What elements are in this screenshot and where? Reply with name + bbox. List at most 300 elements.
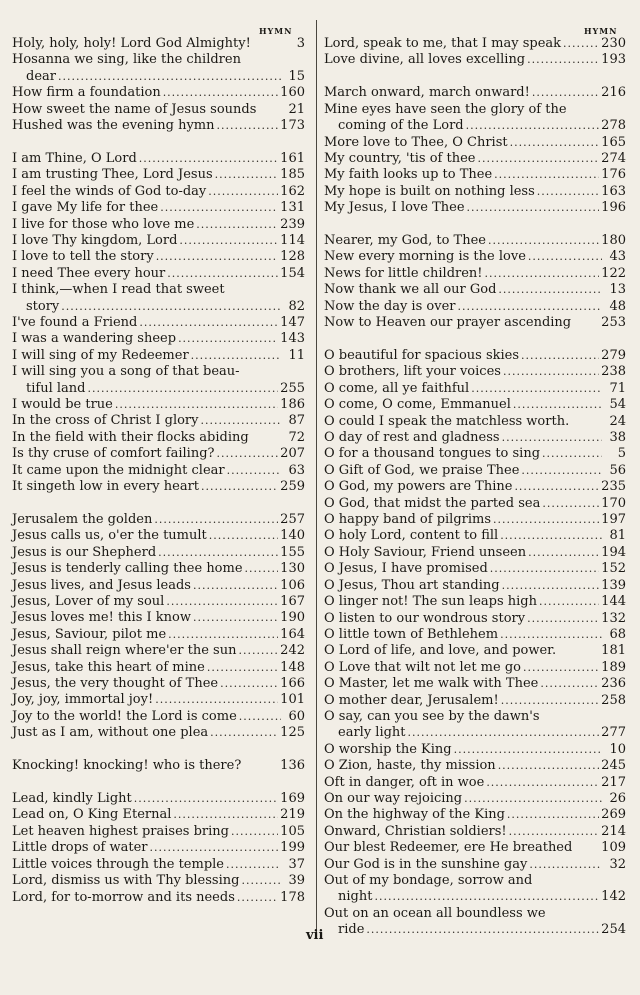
entry-title: Knocking! knocking! who is there? (12, 758, 242, 774)
hymn-number: 199 (280, 840, 305, 856)
hymn-number: 166 (280, 676, 305, 692)
index-entry (12, 184, 305, 200)
entry-title: On the highway of the King (324, 807, 505, 823)
hymn-number: 255 (280, 380, 305, 396)
dot-leader (542, 446, 602, 462)
hymn-number: 24 (609, 413, 626, 429)
hymn-number: 186 (280, 397, 305, 413)
dot-leader (521, 463, 602, 479)
index-entry (324, 364, 626, 380)
entry-title: Jesus, take this heart of mine (12, 659, 205, 675)
dot-leader (156, 249, 278, 265)
index-entry (12, 660, 305, 676)
entry-title: Hushed was the evening hymn (12, 118, 215, 134)
hymn-number: 239 (280, 216, 305, 232)
entry-title: I love to tell the story (12, 249, 154, 265)
entry-title: Jesus is our Shepherd (12, 544, 157, 560)
entry-title: I was a wandering sheep (12, 331, 177, 347)
entry-title: How sweet the name of Jesus sounds (12, 101, 257, 117)
index-entry (324, 840, 626, 856)
entry-title: Our blest Redeemer, ere He breathed (324, 840, 573, 856)
entry-title: Lead on, O King Eternal (12, 807, 172, 823)
index-entry (12, 397, 305, 413)
dot-leader (374, 889, 599, 905)
entry-title: My Jesus, I love Thee (324, 200, 465, 216)
entry-title: O listen to our wondrous story (324, 610, 526, 626)
dot-leader (500, 528, 602, 544)
dot-leader (115, 397, 278, 413)
hymn-number: 71 (609, 380, 626, 396)
index-entry (324, 496, 626, 512)
dot-leader (537, 184, 599, 200)
index-entry (12, 890, 305, 906)
page-number: vii (306, 928, 324, 943)
entry-title: O day of rest and gladness (324, 430, 500, 446)
dot-leader (539, 594, 599, 610)
entry-title: O worship the King (324, 741, 452, 757)
dot-leader (457, 299, 602, 315)
dot-leader (217, 446, 279, 462)
dot-leader (527, 52, 599, 68)
hymn-number: 194 (601, 544, 626, 560)
hymn-number: 230 (601, 36, 626, 51)
entry-title: Lead, kindly Light (12, 791, 132, 807)
index-entry (12, 315, 305, 331)
hymn-number: 238 (601, 364, 626, 380)
index-entry (12, 282, 305, 315)
dot-leader (501, 693, 599, 709)
index-entry (324, 151, 626, 167)
entry-title: Nearer, my God, to Thee (324, 233, 486, 249)
index-entry (324, 512, 626, 528)
dot-leader (139, 315, 278, 331)
index-entry (324, 660, 626, 676)
dot-leader (167, 266, 278, 282)
index-entry (12, 413, 305, 429)
hymn-number: 56 (609, 462, 626, 478)
index-column-right (324, 28, 626, 939)
dot-leader (509, 824, 600, 840)
dot-leader (158, 545, 278, 561)
hymn-number: 193 (601, 52, 626, 68)
index-entry (324, 479, 626, 495)
entry-title: I gave My life for thee (12, 200, 159, 216)
hymn-number: 68 (609, 626, 626, 642)
index-entry (12, 709, 305, 725)
dot-leader (493, 512, 599, 528)
index-entry (324, 85, 626, 101)
index-entry (324, 758, 626, 774)
hymn-number: 48 (609, 298, 626, 314)
entry-title: Jesus is tenderly calling thee home (12, 561, 243, 577)
dot-leader (528, 249, 602, 265)
hymn-number: 176 (601, 167, 626, 183)
entry-title: Holy, holy, holy! Lord God Almighty! (12, 36, 251, 51)
index-entry (324, 857, 626, 873)
hymn-number: 43 (609, 249, 626, 265)
entry-title: Jerusalem the golden (12, 511, 153, 527)
dot-leader (191, 348, 281, 364)
entry-title: My faith looks up to Thee (324, 167, 493, 183)
entry-title: Our God is in the sunshine gay (324, 856, 528, 872)
index-entry (12, 512, 305, 528)
entry-title: Oft in danger, oft in woe (324, 774, 485, 790)
entry-title: I will sing of my Redeemer (12, 347, 189, 363)
entry-title: How firm a foundation (12, 85, 161, 101)
entry-title: O linger not! The sun leaps high (324, 594, 537, 610)
hymn-number: 54 (609, 397, 626, 413)
hymn-number: 163 (601, 183, 626, 199)
index-entry (12, 331, 305, 347)
index-entry (324, 742, 626, 758)
dot-leader (61, 299, 281, 315)
index-entry (324, 233, 626, 249)
dot-leader (178, 331, 278, 347)
entry-title-continued: story (26, 298, 60, 314)
entry-title: Jesus, the very thought of Thee (12, 676, 219, 692)
index-entry (324, 906, 626, 939)
hymn-number: 136 (280, 758, 305, 774)
hymn-number: 38 (609, 430, 626, 446)
hymn-number: 140 (280, 528, 305, 544)
hymn-number: 189 (601, 659, 626, 675)
index-entry (324, 824, 626, 840)
index-entry (324, 791, 626, 807)
index-entry (12, 446, 305, 462)
index-entry (324, 299, 626, 315)
dot-leader (466, 118, 600, 134)
hymn-number: 277 (601, 725, 626, 741)
hymn-number: 278 (601, 118, 626, 134)
entry-title: Jesus, Lover of my soul (12, 594, 165, 609)
hymn-number: 147 (280, 315, 305, 330)
entry-title: Out of my bondage, sorrow and (324, 873, 533, 888)
index-entry (12, 807, 305, 823)
hymn-number: 164 (280, 626, 305, 642)
dot-leader (193, 578, 278, 594)
section-gap (324, 332, 626, 349)
dot-leader (542, 496, 599, 512)
entry-title-continued: tiful land (26, 380, 86, 396)
entry-title: In the cross of Christ I glory (12, 413, 199, 429)
dot-leader (498, 282, 602, 298)
entry-title: Out on an ocean all boundless we (324, 905, 546, 921)
index-entry (324, 36, 626, 52)
entry-title: Is thy cruse of comfort failing? (12, 446, 215, 462)
hymn-number: 219 (280, 807, 305, 823)
entry-title: O brothers, lift your voices (324, 364, 501, 380)
hymn-number: 21 (288, 101, 305, 117)
entry-title: Jesus shall reign where'er the sun (12, 643, 237, 659)
dot-leader (179, 233, 278, 249)
hymn-number: 106 (280, 577, 305, 593)
hymn-number: 160 (280, 85, 305, 101)
index-entry (324, 200, 626, 216)
entry-title: It came upon the midnight clear (12, 462, 225, 478)
index-entry (324, 578, 626, 594)
left-entry-list (12, 36, 305, 906)
dot-leader (208, 184, 278, 200)
section-gap (324, 69, 626, 86)
index-entry (12, 791, 305, 807)
hymn-number: 130 (280, 561, 305, 577)
entry-title: On our way rejoicing (324, 790, 463, 806)
hymn-number: 253 (601, 315, 626, 331)
dot-leader (521, 348, 599, 364)
dot-leader (217, 118, 279, 134)
hymn-number: 236 (601, 676, 626, 692)
entry-title: Jesus lives, and Jesus leads (12, 577, 191, 593)
hymn-number: 63 (288, 462, 305, 478)
index-entry (12, 348, 305, 364)
right-entry-list (324, 36, 626, 939)
dot-leader (241, 873, 281, 889)
index-entry (12, 217, 305, 233)
column-divider (316, 20, 317, 932)
entry-title: O Jesus, I have promised (324, 561, 488, 577)
entry-title: Joy to the world! the Lord is come (12, 708, 237, 724)
hymn-number: 87 (288, 413, 305, 429)
hymn-number: 274 (601, 150, 626, 166)
entry-title: O Master, let me walk with Thee (324, 676, 539, 692)
dot-leader (200, 413, 281, 429)
index-entry (12, 528, 305, 544)
dot-leader (485, 266, 600, 282)
dot-leader (454, 742, 602, 758)
dot-leader (498, 758, 599, 774)
hymn-number: 139 (601, 577, 626, 593)
entry-title: O Holy Saviour, Friend unseen (324, 544, 527, 560)
hymn-number: 154 (280, 265, 305, 281)
entry-title: I love Thy kingdom, Lord (12, 232, 178, 248)
hymn-number: 109 (601, 840, 626, 856)
hymn-number: 15 (288, 68, 305, 84)
entry-title: Jesus, Saviour, pilot me (12, 626, 167, 642)
dot-leader (523, 660, 599, 676)
hymn-number: 169 (280, 791, 305, 807)
hymn-number: 279 (601, 348, 626, 363)
index-entry (324, 381, 626, 397)
index-entry (324, 249, 626, 265)
index-entry (324, 873, 626, 906)
entry-title: O God, my powers are Thine (324, 479, 513, 495)
entry-title: O beautiful for spacious skies (324, 348, 520, 363)
index-entry (12, 840, 305, 856)
dot-leader (163, 85, 278, 101)
entry-title-continued: ride (338, 922, 365, 938)
hymn-column-header-right: HYMN (584, 26, 618, 36)
hymn-number: 11 (288, 347, 305, 363)
entry-title: Let heaven highest praises bring (12, 823, 229, 839)
index-entry (324, 282, 626, 298)
hymn-number: 245 (601, 758, 626, 774)
dot-leader (139, 151, 278, 167)
dot-leader (150, 840, 279, 856)
dot-leader (471, 381, 602, 397)
index-entry (12, 824, 305, 840)
index-entry (12, 102, 305, 118)
index-entry (324, 315, 626, 331)
entry-title: O Love that wilt not let me go (324, 659, 521, 675)
entry-title: Lord, dismiss us with Thy blessing (12, 873, 240, 889)
index-entry (12, 430, 305, 446)
hymn-number: 155 (280, 544, 305, 560)
index-entry (12, 266, 305, 282)
hymn-number: 257 (280, 511, 305, 527)
index-entry (324, 446, 626, 462)
hymn-number: 180 (601, 233, 626, 249)
hymn-number: 81 (609, 528, 626, 544)
entry-title: O come, O come, Emmanuel (324, 397, 511, 413)
index-entry (12, 610, 305, 626)
index-entry (324, 561, 626, 577)
index-entry (12, 118, 305, 134)
section-gap (324, 217, 626, 234)
dot-leader (529, 857, 602, 873)
entry-title: I've found a Friend (12, 315, 138, 330)
entry-title: Joy, joy, immortal joy! (12, 692, 154, 708)
index-entry (12, 561, 305, 577)
dot-leader (245, 561, 279, 577)
entry-title: I think,—when I read that sweet (12, 282, 225, 298)
entry-title: Now thank we all our God (324, 282, 497, 298)
index-entry (324, 184, 626, 200)
dot-leader (366, 922, 599, 938)
entry-title: I will sing you a song of that beau- (12, 364, 240, 380)
hymn-number: 258 (601, 692, 626, 708)
entry-title: O for a thousand tongues to sing (324, 446, 541, 462)
entry-title: Lord, speak to me, that I may speak (324, 36, 562, 51)
hymn-number: 60 (288, 708, 305, 724)
entry-title: My country, 'tis of thee (324, 150, 476, 166)
dot-leader (510, 135, 600, 151)
hymn-number: 3 (296, 36, 305, 51)
hymn-number: 72 (288, 429, 305, 445)
dot-leader (490, 561, 599, 577)
dot-leader (155, 692, 278, 708)
entry-title: O mother dear, Jerusalem! (324, 692, 499, 708)
entry-title: O could I speak the matchless worth. (324, 413, 570, 429)
dot-leader (196, 217, 278, 233)
hymn-number: 178 (280, 889, 305, 905)
index-entry (324, 627, 626, 643)
entry-title: O little town of Bethlehem (324, 626, 499, 642)
hymn-number: 190 (280, 610, 305, 626)
index-entry (12, 578, 305, 594)
index-entry (12, 479, 305, 495)
hymn-number: 26 (609, 790, 626, 806)
index-entry (12, 200, 305, 216)
index-entry (12, 873, 305, 889)
index-entry (12, 85, 305, 101)
index-entry (324, 643, 626, 659)
index-entry (12, 36, 305, 52)
entry-title-continued: dear (26, 68, 56, 84)
index-entry (324, 414, 626, 430)
dot-leader (528, 545, 599, 561)
index-entry (12, 364, 305, 397)
dot-leader (467, 200, 600, 216)
hymn-number: 39 (288, 873, 305, 889)
hymn-number: 148 (280, 659, 305, 675)
hymn-number: 162 (280, 183, 305, 199)
hymn-column-header-left: HYMN (259, 26, 293, 36)
entry-title: Little voices through the temple (12, 856, 225, 872)
index-entry (12, 758, 305, 774)
index-entry (324, 430, 626, 446)
index-entry (324, 167, 626, 183)
hymn-number: 217 (601, 774, 626, 790)
dot-leader (238, 643, 278, 659)
entry-title: I need Thee every hour (12, 265, 166, 281)
dot-leader (488, 233, 599, 249)
dot-leader (408, 725, 600, 741)
entry-title: My hope is built on nothing less (324, 183, 535, 199)
index-entry (12, 167, 305, 183)
hymn-number: 13 (609, 282, 626, 298)
entry-title: More love to Thee, O Christ (324, 134, 508, 150)
dot-leader (58, 69, 281, 85)
hymn-number: 105 (280, 823, 305, 839)
entry-title: New every morning is the love (324, 249, 526, 265)
hymn-number: 197 (601, 512, 626, 528)
entry-title: O holy Lord, content to fill (324, 528, 499, 544)
dot-leader (207, 660, 278, 676)
hymn-number: 142 (601, 889, 626, 905)
hymn-number: 185 (280, 167, 305, 183)
entry-title: O Jesus, Thou art standing (324, 577, 500, 593)
dot-leader (220, 676, 278, 692)
entry-title: O Lord of life, and love, and power. (324, 643, 557, 659)
hymn-number: 269 (601, 807, 626, 823)
index-entry (324, 709, 626, 742)
index-entry (324, 693, 626, 709)
entry-title: In the field with their flocks abiding (12, 429, 249, 445)
hymn-number: 37 (288, 856, 305, 872)
hymn-number: 101 (280, 692, 305, 708)
dot-leader (231, 824, 278, 840)
entry-title: Just as I am, without one plea (12, 725, 209, 741)
index-entry (12, 594, 305, 610)
hymn-number: 82 (288, 298, 305, 314)
dot-leader (494, 167, 599, 183)
hymn-number: 167 (280, 594, 305, 609)
dot-leader (513, 397, 602, 413)
hymn-number: 5 (617, 446, 626, 462)
dot-leader (464, 791, 602, 807)
hymn-number: 125 (280, 725, 305, 741)
dot-leader (503, 364, 599, 380)
dot-leader (502, 578, 600, 594)
hymn-number: 170 (601, 495, 626, 511)
index-entry (12, 233, 305, 249)
hymn-number: 165 (601, 134, 626, 150)
hymn-number: 114 (280, 232, 305, 248)
hymn-number: 131 (280, 200, 305, 216)
dot-leader (563, 36, 599, 52)
hymn-number: 128 (280, 249, 305, 265)
entry-title-continued: coming of the Lord (338, 118, 464, 134)
dot-leader (486, 775, 599, 791)
section-gap (12, 775, 305, 792)
entry-title: Onward, Christian soldiers! (324, 823, 507, 839)
entry-title: Hosanna we sing, like the children (12, 52, 241, 68)
dot-leader (502, 430, 602, 446)
hymn-number: 235 (601, 479, 626, 495)
entry-title: I would be true (12, 397, 113, 413)
entry-title: I live for those who love me (12, 216, 195, 232)
index-column-left (12, 28, 305, 906)
